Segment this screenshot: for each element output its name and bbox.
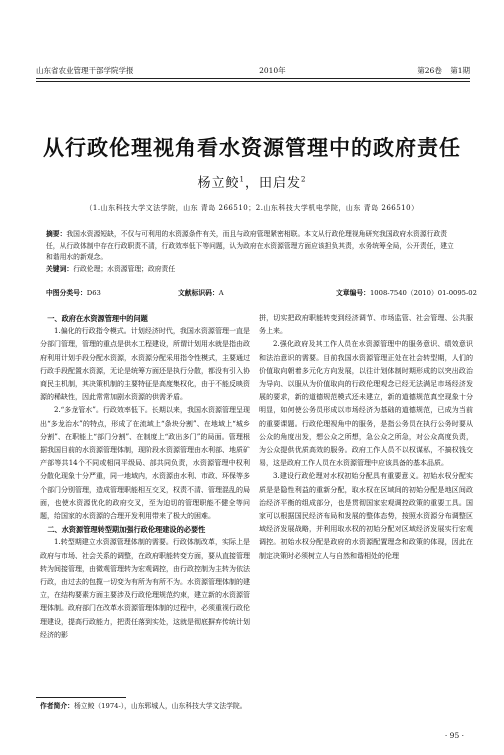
article-number [336,287,477,297]
doc-label: 文献标识码： [178,289,219,297]
paragraph: 拼，切实把政府职能转变到经济调节、市场监管、社会管理、公共服务上来。 [259,314,473,336]
abstract-label: 摘要： [46,230,67,238]
author-1: 杨立鲛 [197,176,240,191]
body-column-right [259,312,473,563]
paragraph: 2.“多龙管水”。行政效率低下。长期以来，我国水资源管理呈现出“多龙治水”的特点，形成了在流域上“条块分割”、在地域上“城乡分割”、在职能上“部门分割”、在制度上“政出多门”的局面。管理根据我国目前的水资源管理体制，现阶段水资源管理由水利部、地质矿产部等共14个不同或相同平级局、部共同负责，水资源管理中权利分散化现象十分严重，同一地域内，水资源由水利、市政、环保等多个部门分别管理，造成管理职能相互交叉，权责不清、管理混乱的局面，也使水资源优化的政府交叉，至为迫切的管理职能不健全等问题，给国家的水资源的合理开发利用带来了极大的困难。 [40,406,250,521]
page-number: · 95 · [444,731,464,740]
clc-number [46,287,178,297]
abstract-block [46,229,458,275]
author-1-sup: 1 [239,175,245,184]
paragraph: 2.强化政府及其工作人员在水资源管理中的服务意识、绩效意识和法治意识的需要。目前我国水资源管理正处在社会转型期，人们的价值取向朝着多元化方向发展，以往计划体制时期形成的以突出政治为导向、以服从为价值取向的行政伦理观念已经无法满足市场经济发展的要求，新的道德规范模式还未建立，新的道德规范真空现象十分明显，如何使公务员形成以市场经济为基础的道德规范，已成为当前的重要课题。行政伦理视角中的服务，是指公务员在执行公务时要从公众的角度出发，想公众之所想，急公众之所急，对公众高度负责，为公众提供优质高效的服务。政府工作人员不以权谋私，不搞权钱交易，这是政府工作人员在水资源管理中应该具备的基本品质。 [259,340,473,468]
art-value: 1008-7540（2010）01-0095-02 [369,289,477,297]
clc-value: D63 [86,289,101,297]
doc-code [178,287,336,297]
abstract-text: 我国水资源短缺，不仅与可利用的水资源条件有关，而且与政府管理紧密相联。本文从行政伦理视角研究我国政府水资源行政责任，从行政体制中存在行政职责不清，行政效率低下等问题，认为政府在水资源管理方面应该担负其责，水务统筹全局，公开责任，建立和谐用水的新观念。 [46,230,454,262]
classification-line [46,287,477,297]
paragraph: 1.偏化的行政指令模式。计划经济时代，我国水资源管理一直是分部门管理，管理的重点是供水工程建设，所谓计划用水就是指由政府利用计划手段分配水资源，水资源分配采用指令性模式，主要通过行政手段配置水资源，无论是统筹方面还是执行分散，都没有引入协商民主机制，其决策机制的主要特征是高度集权化，由于不能反映资源的稀缺性，因此常常加剧水资源的供需矛盾。 [40,327,250,402]
keywords: 行政伦理；水资源管理；政府责任 [73,264,176,273]
clc-label: 中图分类号： [46,289,87,297]
author-2: 田启发 [259,176,302,191]
author-sep: ， [244,176,259,191]
header-rule-thin [36,81,470,82]
header-rule-thick [36,78,470,79]
footnote-label: 作者简介： [40,702,74,710]
section-heading-1: 一、政府在水资源管理中的问题 [47,314,148,323]
author-footnote [40,700,247,710]
running-header [36,64,470,76]
doc-value: A [218,289,224,297]
section-heading-2: 二、水资源管理转型期加强行政伦理建设的必要性 [47,525,206,535]
issue: 第1期 [450,66,470,75]
art-label: 文章编号： [336,289,370,297]
article-title: 从行政伦理视角看水资源管理中的政府责任 [43,135,461,160]
footnote-rule [36,697,126,698]
paragraph: 3.建设行政伦理对水权初始分配具有重要意义。初始水权分配实质是是隐性利益的重新分配，取水权在区域间的初始分配是地区间政治经济平衡的组成部分，也是贯彻国家宏观调控政策的重要工具。国家可以根据国民经济布局和发展的整体态势，按照水资源分布调整区域经济发展战略，并利用取水权的初始分配对区域经济发展实行宏观调控。初始水权分配是政府的水资源配置理念和政策的体现，因此在制定决策时必须树立人与自然和谐相处的伦理 [259,472,473,560]
journal-year: 2010年 [259,66,286,75]
keywords-label: 关键词： [46,264,74,273]
body-column-left [40,312,250,642]
volume-issue [411,65,470,76]
paragraph: 1.转型期建立水资源管理体制的需要。行政体制改革，实际上是政府与市场、社会关系的调整，在政府职能转变方面，要从直接管理转为间接管理，由微观管理转为宏观调控，由行政控制为主转为依法行政，由过去的包揽一切变为有所为有所不为。水资源管理体制的建立，在结构要素方面主要涉及行政伦理规范约束，建立新的水资源管理体制。政府部门在改革水资源管理体制的过程中，必须重视行政伦理建设，提高行政能力，把责任落到实处，这就是彻底摒弃传统计划经济的影 [40,538,250,639]
affiliation: （1.山东科技大学文法学院，山东 青岛 266510；2.山东科技大学机电学院，山东 青岛 266510） [85,204,419,212]
author-line [0,172,504,191]
author-2-sup: 2 [301,175,307,184]
volume: 第26卷 [417,66,442,75]
journal-name: 山东省农业管理干部学院学报 [36,66,134,75]
footnote-text: 杨立鲛（1974-），山东郓城人，山东科技大学文法学院。 [73,702,247,710]
